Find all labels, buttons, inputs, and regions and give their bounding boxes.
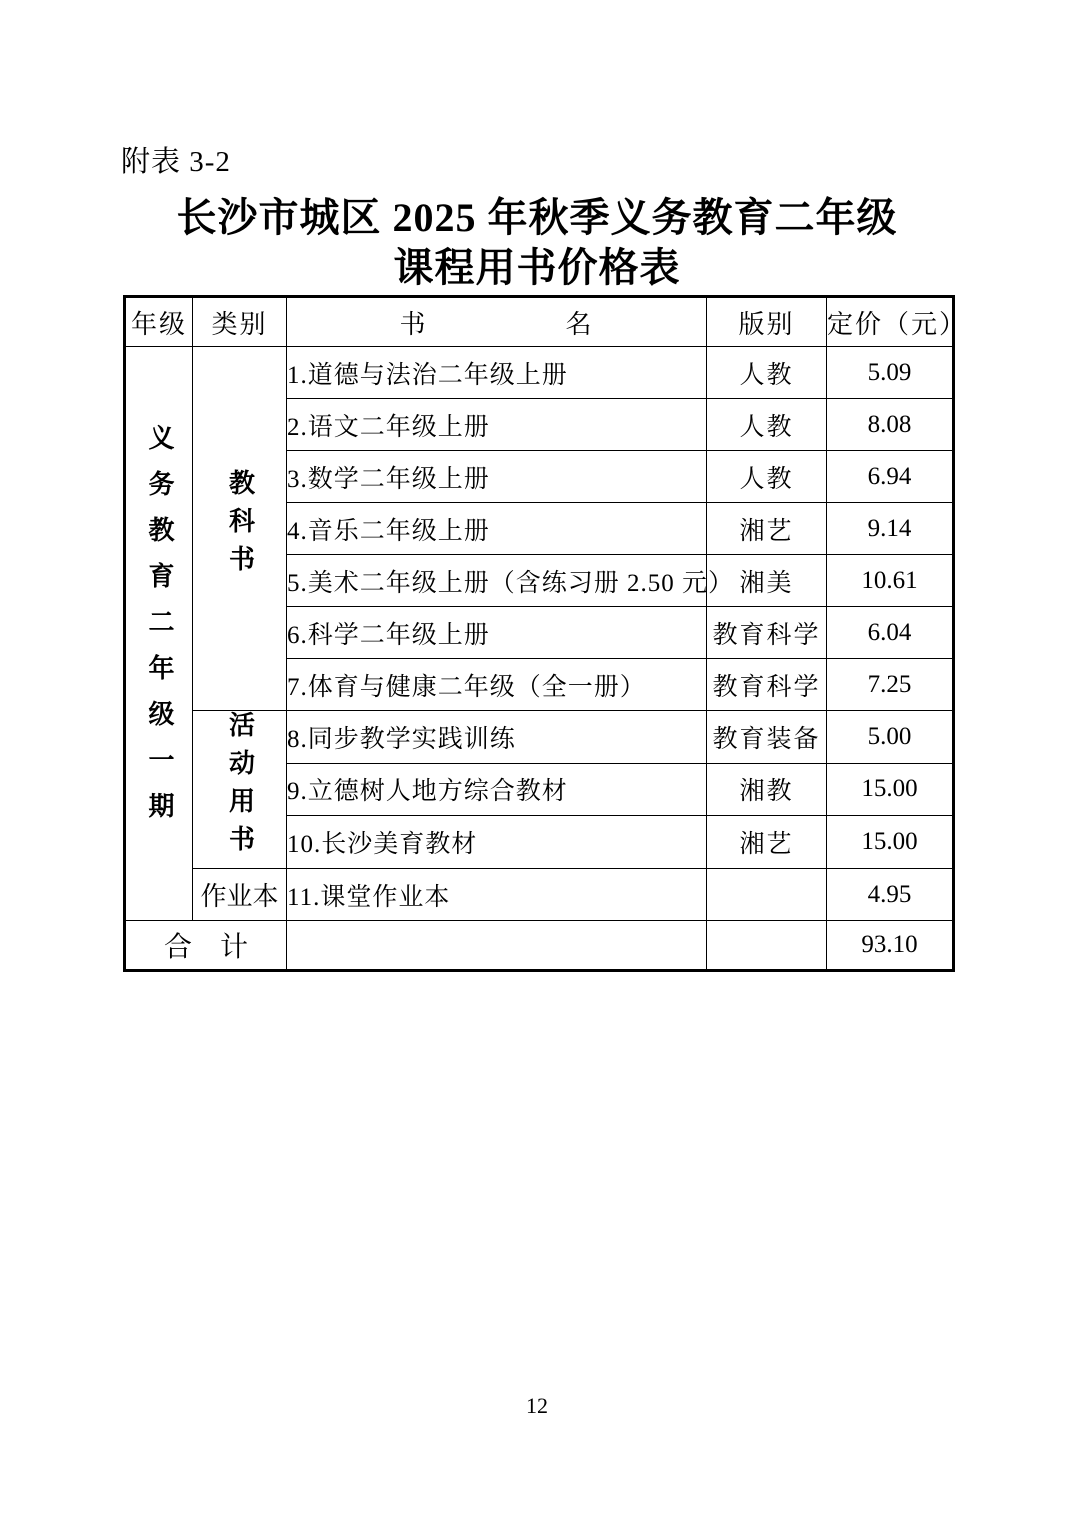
page-number: 12 xyxy=(526,1393,548,1418)
book-name: 8.同步教学实践训练 xyxy=(287,711,707,764)
table-row xyxy=(125,869,954,921)
book-name: 1.道德与法治二年级上册 xyxy=(287,347,707,399)
header-publisher: 版别 xyxy=(707,297,827,347)
book-name: 11.课堂作业本 xyxy=(287,869,707,921)
category-textbook-cell xyxy=(193,347,287,711)
grade-group-label: 义务教育二年级一期 xyxy=(145,424,174,838)
book-price: 5.00 xyxy=(827,711,954,764)
total-label: 合 计 xyxy=(125,921,287,971)
doc-label: 附表 3-2 xyxy=(121,146,231,178)
price-table xyxy=(123,295,968,972)
book-publisher: 教育装备 xyxy=(707,711,827,764)
total-price: 93.10 xyxy=(827,921,954,971)
book-name: 10.长沙美育教材 xyxy=(287,816,707,869)
header-price: 定价（元） xyxy=(827,297,954,347)
book-publisher: 人教 xyxy=(707,399,827,451)
table-row xyxy=(125,347,954,399)
book-publisher xyxy=(707,869,827,921)
book-name: 6.科学二年级上册 xyxy=(287,607,707,659)
book-publisher: 教育科学 xyxy=(707,659,827,711)
header-book-name-layout xyxy=(287,304,706,341)
book-publisher: 湘艺 xyxy=(707,503,827,555)
book-publisher: 湘艺 xyxy=(707,816,827,869)
header-grade: 年级 xyxy=(125,297,193,347)
total-row xyxy=(125,921,954,971)
table-row xyxy=(125,711,954,764)
book-price: 7.25 xyxy=(827,659,954,711)
page-title-line2: 课程用书价格表 xyxy=(393,245,681,290)
table-header-row xyxy=(125,297,954,347)
category-textbook-label: 教科书 xyxy=(225,469,255,583)
book-publisher: 湘美 xyxy=(707,555,827,607)
book-price: 6.04 xyxy=(827,607,954,659)
category-workbook-cell: 作业本 xyxy=(193,869,287,921)
header-book-right: 名 xyxy=(565,309,594,339)
total-publisher-empty xyxy=(707,921,827,971)
book-price: 15.00 xyxy=(827,816,954,869)
category-activity-label: 活动用书 xyxy=(225,711,255,863)
book-name: 9.立德树人地方综合教材 xyxy=(287,763,707,816)
book-publisher: 人教 xyxy=(707,451,827,503)
grade-group-cell xyxy=(125,347,193,921)
book-price: 15.00 xyxy=(827,763,954,816)
page-title-line1: 长沙市城区 2025 年秋季义务教育二年级 xyxy=(176,195,898,240)
category-activity-cell xyxy=(193,711,287,869)
header-book-left: 书 xyxy=(399,309,428,339)
header-category: 类别 xyxy=(193,297,287,347)
page-title xyxy=(0,193,1074,293)
book-price: 5.09 xyxy=(827,347,954,399)
header-book-name xyxy=(287,297,707,347)
book-price: 6.94 xyxy=(827,451,954,503)
total-name-empty xyxy=(287,921,707,971)
book-publisher: 教育科学 xyxy=(707,607,827,659)
book-publisher: 湘教 xyxy=(707,763,827,816)
book-name: 4.音乐二年级上册 xyxy=(287,503,707,555)
book-name: 7.体育与健康二年级（全一册） xyxy=(287,659,707,711)
book-name: 5.美术二年级上册（含练习册 2.50 元） xyxy=(287,555,707,607)
book-price: 8.08 xyxy=(827,399,954,451)
book-price: 10.61 xyxy=(827,555,954,607)
book-name: 3.数学二年级上册 xyxy=(287,451,707,503)
book-price: 4.95 xyxy=(827,869,954,921)
book-price: 9.14 xyxy=(827,503,954,555)
book-name: 2.语文二年级上册 xyxy=(287,399,707,451)
book-publisher: 人教 xyxy=(707,347,827,399)
